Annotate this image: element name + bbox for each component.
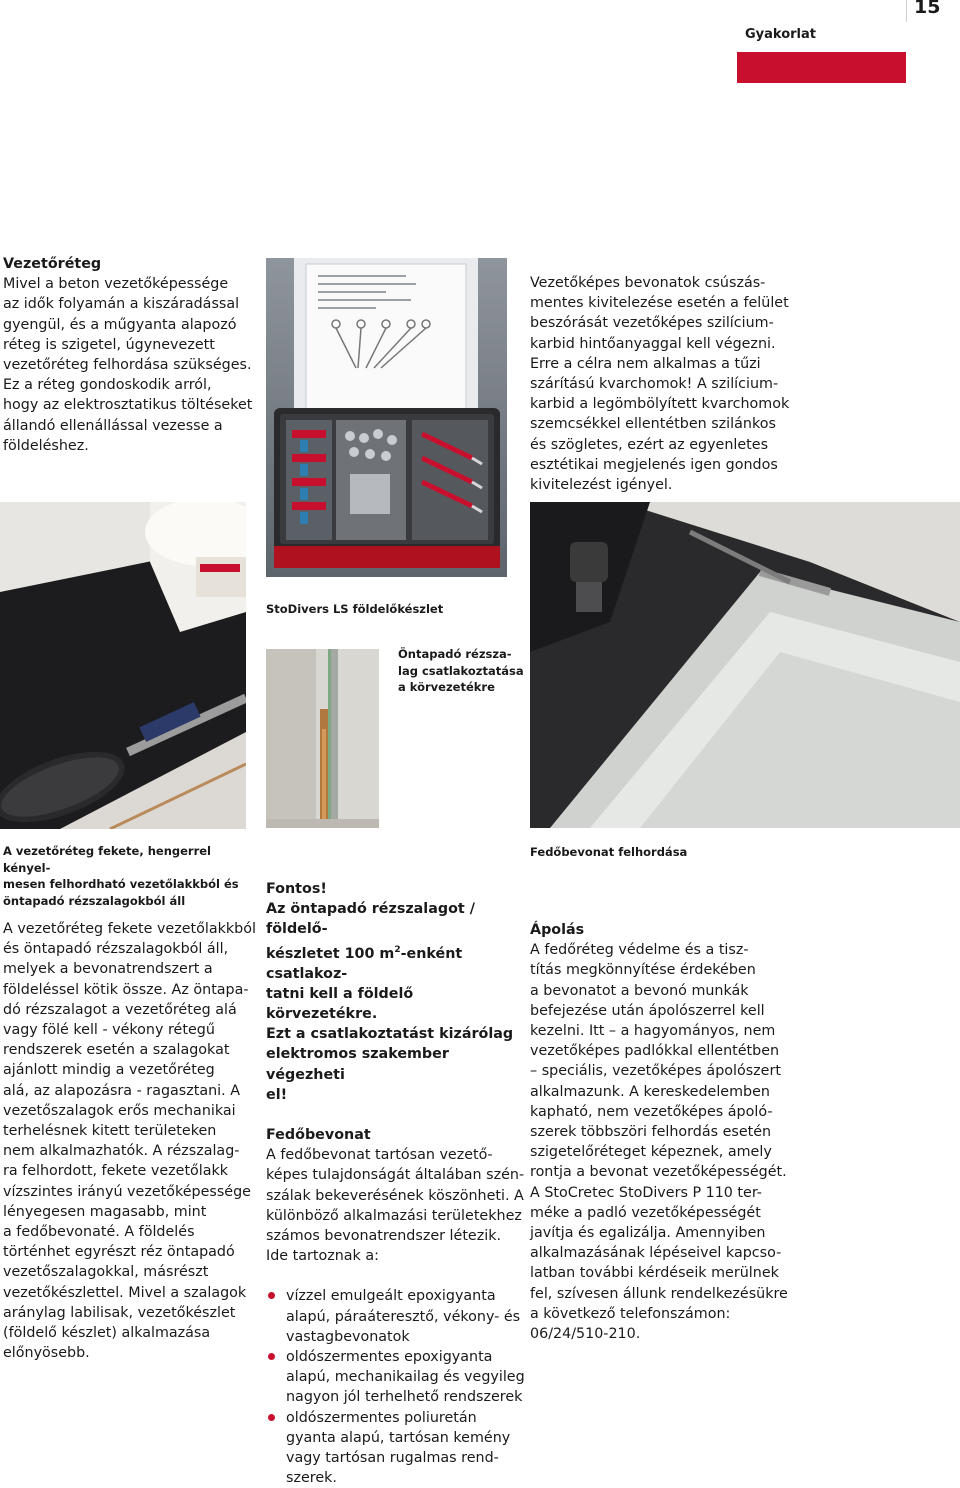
text-line: javítja és egalizálja. Amennyiben [530,1225,766,1242]
list-item [266,1286,528,1347]
text-line: alapú, páraáteresztő, vékony- és [286,1308,521,1325]
text-fragment: készletet 100 m [266,945,395,962]
text-line: szigetelőréteget képeznek, amely [530,1144,772,1161]
col3-bottom-text [530,920,790,1344]
text-line: terhelésnek kitett területeken [3,1123,217,1140]
col1-bottom-text [3,919,261,1363]
text-line: Vezetőképes bevonatok csúszás- [530,275,766,291]
text-line: nem alkalmazhatók. A rézszalag- [3,1143,240,1160]
text-line: A vezetőréteg fekete vezetőlakkból [3,921,256,937]
topcoat-caption: Fedőbevonat felhordása [530,845,688,859]
text-line: vízzel emulgeált epoxigyanta [286,1288,496,1305]
caption-line: mesen felhordható vezetőlakkból és [3,877,239,891]
text-line: oldószermentes poliuretán [286,1409,477,1426]
caption-line: lag csatlakoztatása [398,663,524,678]
text-line: vezetőréteg felhordása szükséges. [3,357,252,374]
text-line: földeléssel kötik össze. Az öntapa- [3,981,249,998]
text-line: alkalmazunk. A kereskedelemben [530,1083,770,1100]
heading-fedobevonat: Fedőbevonat [266,1127,371,1143]
text-line: alapú, mechanikailag és vegyileg [286,1369,525,1386]
text-line: mentes kivitelezése esetén a felület [530,295,789,312]
text-line: gyengül, és a műgyanta alapozó [3,316,237,333]
col3-top-text [530,273,790,495]
text-fragment: -enként csatlakoz- [266,945,463,982]
text-line: beszórását vezetőképes szilícium- [530,315,774,332]
section-label: Gyakorlat [745,27,816,42]
text-line [266,940,528,984]
text-line: elektromos szakember végezheti [266,1046,449,1083]
text-line: vezetőkészlettel. Mivel a szalagok [3,1284,247,1301]
text-line: földeléshez. [3,437,89,454]
text-line: aránylag labilisak, vezetőkészlet [3,1304,236,1321]
text-line: és szögletes, ezért az egyenletes [530,436,769,453]
heading-vezetoreteg: Vezetőréteg [3,256,102,272]
text-line: ra felhordott, fekete vezetőlakk [3,1163,229,1180]
text-line: rendszerek esetén a szalagokat [3,1042,230,1059]
text-line: a fedőbevonaté. A földelés [3,1224,195,1241]
text-line: szemcsékkel ellentétben szilánkos [530,416,776,433]
text-line: melyek a bevonatrendszert a [3,961,213,978]
text-line: A StoCretec StoDivers P 110 ter- [530,1184,762,1201]
text-line: Erre a célra nem alkalmas a tűzi [530,355,761,372]
text-line: vezetőszalagokkal, másrészt [3,1264,209,1281]
text-line: méke a padló vezetőképességét [530,1204,761,1221]
superscript: 2 [394,944,401,955]
grounding-kit-photo [266,258,507,577]
text-line: el! [266,1086,288,1103]
text-line: vagy tartósan rugalmas rend- [286,1450,499,1467]
text-line: 06/24/510-210. [530,1326,641,1343]
warning-title: Fontos! [266,881,327,897]
text-line: oldószermentes epoxigyanta [286,1349,493,1366]
page-number-divider [906,0,907,22]
heading-apolas: Ápolás [530,922,585,938]
text-line: (földelő készlet) alkalmazása [3,1325,211,1342]
strip-caption [398,646,528,696]
text-line: szerek többszöri felhordás esetén [530,1124,772,1141]
text-line: esztétikai megjelenés igen gondos [530,456,778,473]
roller-photo [0,502,246,829]
text-line: befejezése után ápolószerrel kell [530,1002,765,1019]
warning-block [266,879,528,1105]
text-line: vízszintes irányú vezetőképessége [3,1183,251,1200]
text-line: szálak bekeverésének köszönheti. A [266,1187,524,1204]
kit-caption: StoDivers LS földelőkészlet [266,602,444,616]
text-line: Ide tartoznak a: [266,1248,379,1265]
text-line: kapható, nem vezetőképes ápoló- [530,1103,773,1120]
text-line: vezetőszalagok erős mechanikai [3,1102,236,1119]
text-line: kezelni. Itt – a hagyományos, nem [530,1023,776,1040]
text-line: vagy fölé kell - vékony rétegű [3,1022,215,1039]
page-number: 15 [914,0,941,18]
text-line: Mivel a beton vezetőképessége [3,276,229,293]
text-line: szárítású kvarchomok! A szilícium- [530,376,779,393]
copper-strip-photo [266,649,379,828]
text-line: képes tulajdonságát általában szén- [266,1167,525,1184]
text-line: alá, az alapozásra - ragasztani. A [3,1082,241,1099]
text-line: títás megkönnyítése érdekében [530,962,756,979]
caption-line: A vezetőréteg fekete, hengerrel kényel- [3,844,211,875]
text-line: hogy az elektrosztatikus töltéseket [3,397,253,414]
text-line: alkalmazásának lépéseivel kapcso- [530,1245,782,1262]
text-line: karbid hintőanyaggal kell végezni. [530,335,776,352]
caption-line: öntapadó rézszalagokból áll [3,893,186,908]
text-line: különböző alkalmazási területekhez [266,1207,522,1224]
text-line: történhet egyrészt réz öntapadó [3,1244,235,1261]
text-line: a következő telefonszámon: [530,1305,731,1322]
roller-caption [3,843,258,909]
text-line: karbid a legömbölyített kvarchomok [530,396,790,413]
text-line: Ez a réteg gondoskodik arról, [3,377,212,394]
text-line: A fedőréteg védelme és a tisz- [530,942,749,959]
text-line: lényegesen magasabb, mint [3,1203,207,1220]
text-line: Az öntapadó rézszalagot / földelő- [266,901,475,938]
caption-line: a körvezetékre [398,680,495,694]
text-line: tatni kell a földelő körvezetékre. [266,985,414,1022]
text-line: az idők folyamán a kiszáradással [3,296,240,313]
topcoat-photo [530,502,960,828]
list-item [266,1347,528,1408]
text-line: réteg is szigetel, úgynevezett [3,336,215,353]
list-item [266,1408,528,1488]
text-line: rontja a bevonat vezetőképességét. [530,1164,787,1181]
text-line: vastagbevonatok [286,1328,410,1345]
col2-bottom-text [266,879,528,1488]
text-line: kivitelezést igényel. [530,477,673,494]
caption-line: Öntapadó rézsza- [398,647,512,661]
text-line: dó rézszalagot a vezetőréteg alá [3,1001,237,1018]
text-line: ajánlott mindig a vezetőréteg [3,1062,215,1079]
text-line: előnyösebb. [3,1345,90,1362]
text-line: Ezt a csatlakoztatást kizárólag [266,1026,514,1043]
text-line: állandó ellenállással vezesse a [3,417,223,434]
text-line: és öntapadó rézszalagokból áll, [3,941,229,958]
text-line: A fedőbevonat tartósan vezető- [266,1147,493,1164]
text-line: a bevonatot a bevonó munkák [530,982,749,999]
coating-list [266,1286,528,1488]
text-line: vezetőképes padlókkal ellentétben [530,1043,780,1060]
accent-bar [737,52,906,83]
text-line: latban további kérdéseik merülnek [530,1265,779,1282]
spacer [266,1266,528,1286]
text-line: gyanta alapú, tartósan kemény [286,1429,511,1446]
col1-top-text [3,254,258,456]
text-line: fel, szívesen állunk rendelkezésükre [530,1285,788,1302]
text-line: szerek. [286,1470,337,1487]
text-line: számos bevonatrendszer létezik. [266,1228,502,1245]
text-line: – speciális, vezetőképes ápolószert [530,1063,781,1080]
spacer [266,1105,528,1125]
text-line: nagyon jól terhelhető rendszerek [286,1389,523,1406]
